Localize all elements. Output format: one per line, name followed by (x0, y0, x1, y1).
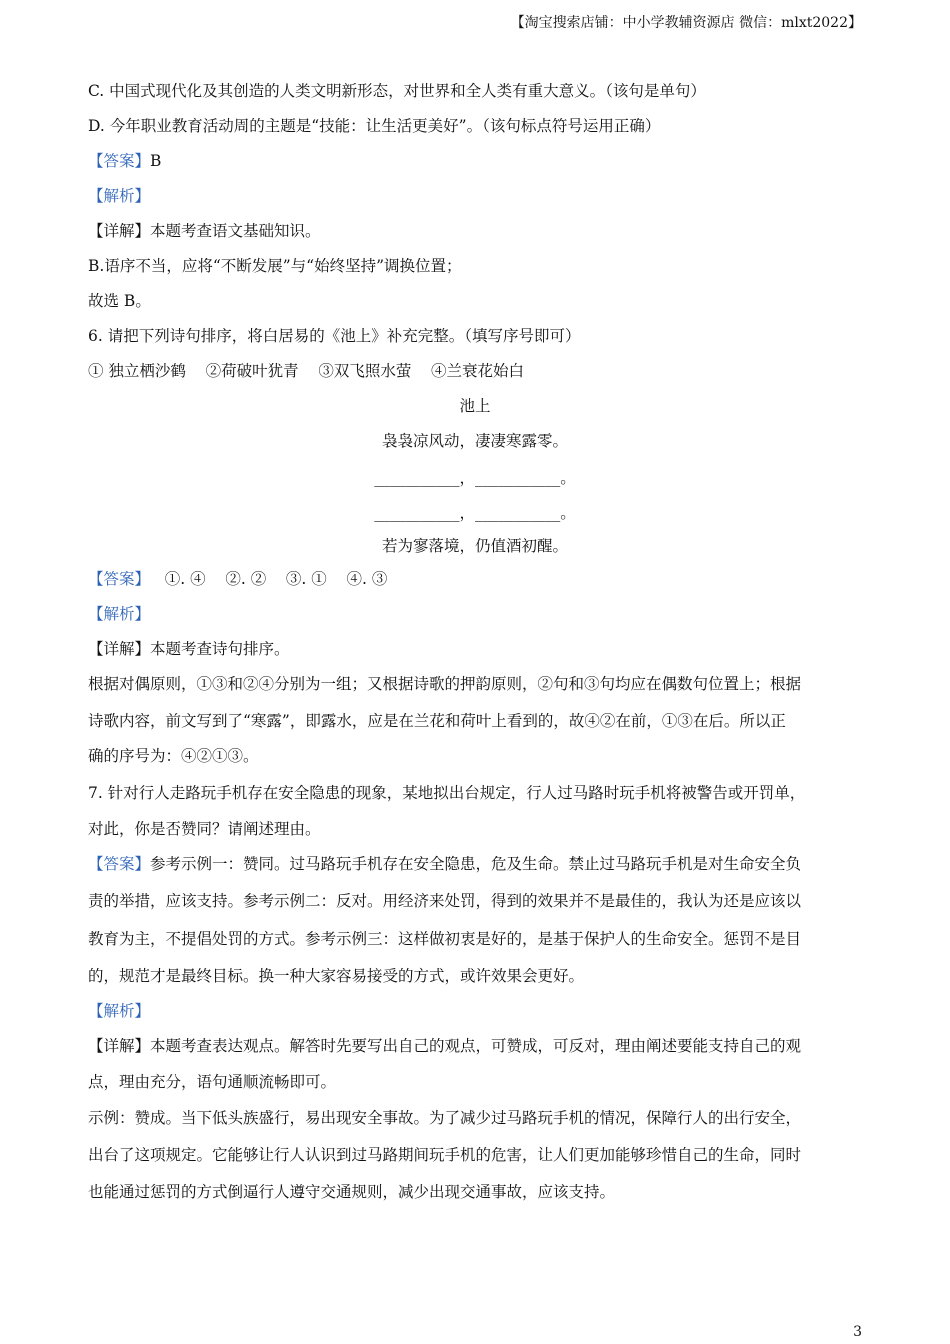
question-7-cont: 对此，你是否赞同？请阐述理由。 (88, 820, 321, 838)
paragraph-line: 诗歌内容，前文写到了“寒露”，即露水，应是在兰花和荷叶上看到的，故④②在前，①③在后。所以正 (88, 712, 786, 730)
poem-line-4: 若为寥落境，仍值酒初醒。 (381, 537, 568, 555)
page-header: 【淘宝搜索店铺：中小学教辅资源店 微信：mlxt2022】 (510, 15, 862, 31)
answer-tag: 【答案】 (88, 855, 151, 873)
answer-value: B (150, 152, 162, 170)
paragraph-line: 也能通过惩罚的方式倒逼行人遵守交通规则，减少出现交通事故，应该支持。 (88, 1183, 616, 1201)
poem-blank-2: ___________，___________。 (374, 504, 576, 522)
answer-tag: 【答案】 (88, 570, 151, 588)
question-7: 7. 针对行人走路玩手机存在安全隐患的现象，某地拟出台规定，行人过马路时玩手机将被警告或开罚单， (88, 784, 806, 802)
answer-value: ①. ④ ②. ② ③. ① ④. ③ (150, 570, 388, 588)
paragraph-line: 点，理由充分，语句通顺流畅即可。 (88, 1073, 337, 1091)
answer-tag: 【答案】 (88, 152, 151, 170)
detail-row-3 (88, 1035, 801, 1057)
paragraph-line: 责的举措，应该支持。参考示例二：反对。用经济来处罚，得到的效果并不是最佳的，我认为还是应该以 (88, 892, 802, 910)
question-6: 6. 请把下列诗句排序，将白居易的《池上》补充完整。（填写序号即可） (88, 327, 581, 345)
b-explanation: B.语序不当，应将“不断发展”与“始终坚持”调换位置； (88, 257, 462, 275)
paragraph-line: 示例：赞成。当下低头族盛行，易出现安全事故。为了减少过马路玩手机的情况，保障行人的出行安全， (88, 1109, 802, 1127)
answer-row-1 (88, 150, 161, 172)
poem-line-1: 袅袅凉风动，凄凄寒露零。 (381, 432, 568, 450)
choose-b: 故选 B。 (88, 292, 151, 310)
page-number: 3 (853, 1324, 862, 1340)
paragraph-line: 出台了这项规定。它能够让行人认识到过马路期间玩手机的危害，让人们更加能够珍惜自己的生命，同时 (88, 1146, 802, 1164)
question-6-options: ① 独立栖沙鹤 ②荷破叶犹青 ③双飞照水萤 ④兰衰花始白 (88, 362, 525, 380)
paragraph-line: 根据对偶原则，①③和②④分别为一组；又根据诗歌的押韵原则，②句和③句均应在偶数句位置上；根据 (88, 675, 802, 693)
answer-value: 参考示例一：赞同。过马路玩手机存在安全隐患，危及生命。禁止过马路玩手机是对生命安全负 (150, 855, 802, 873)
option-d: D. 今年职业教育活动周的主题是“技能：让生活更美好”。（该句标点符号运用正确） (88, 117, 661, 135)
poem-title: 池上 (459, 397, 491, 415)
answer-row-2 (88, 568, 387, 590)
poem-blank-1: ___________，___________。 (374, 469, 576, 487)
detail-row-2 (88, 638, 290, 660)
paragraph-line: 确的序号为：④②①③。 (88, 747, 259, 765)
option-c: C. 中国式现代化及其创造的人类文明新形态，对世界和全人类有重大意义。（该句是单句） (88, 82, 706, 100)
analysis-tag: 【解析】 (88, 605, 151, 623)
paragraph-line: 的，规范才是最终目标。换一种大家容易接受的方式，或许效果会更好。 (88, 967, 585, 985)
detail-tag: 【详解】 (88, 640, 151, 658)
analysis-tag: 【解析】 (88, 1002, 151, 1020)
detail-text: 本题考查语文基础知识。 (150, 222, 321, 240)
detail-tag: 【详解】 (88, 222, 151, 240)
answer-row-3 (88, 853, 801, 875)
detail-text: 本题考查表达观点。解答时先要写出自己的观点，可赞成，可反对，理由阐述要能支持自己的观 (150, 1037, 802, 1055)
detail-tag: 【详解】 (88, 1037, 151, 1055)
paragraph-line: 教育为主，不提倡处罚的方式。参考示例三：这样做初衷是好的，是基于保护人的生命安全。惩罚不是目 (88, 930, 802, 948)
analysis-tag: 【解析】 (88, 187, 151, 205)
detail-row-1 (88, 220, 321, 242)
detail-text: 本题考查诗句排序。 (150, 640, 290, 658)
